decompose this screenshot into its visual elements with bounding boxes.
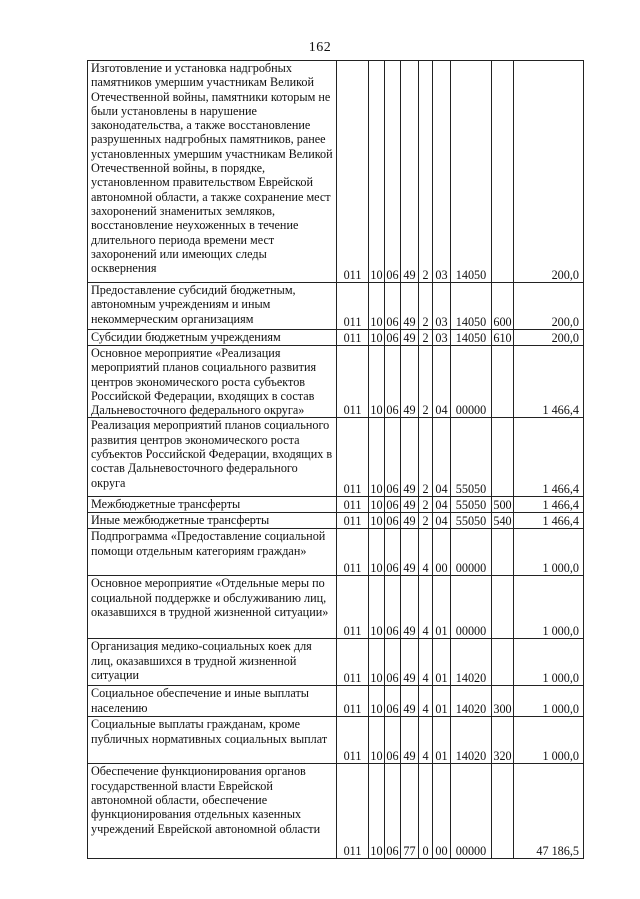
code-subprogram: 4 bbox=[419, 529, 433, 576]
code-activity: 04 bbox=[433, 346, 451, 418]
code-ministry: 011 bbox=[337, 61, 369, 283]
code-subprogram: 2 bbox=[419, 513, 433, 529]
code-direction: 14020 bbox=[451, 717, 492, 764]
code-direction: 14020 bbox=[451, 686, 492, 717]
code-subprogram: 2 bbox=[419, 418, 433, 497]
code-activity: 04 bbox=[433, 513, 451, 529]
code-expense-type: 540 bbox=[493, 514, 512, 529]
code-activity: 00 bbox=[433, 529, 451, 576]
code-section: 10 bbox=[369, 61, 385, 283]
code-direction: 00000 bbox=[451, 576, 492, 639]
table-row bbox=[88, 283, 584, 330]
table-row bbox=[88, 346, 584, 418]
code-subsection: 06 bbox=[385, 686, 401, 717]
code-subprogram: 2 bbox=[419, 497, 433, 513]
table-row bbox=[88, 61, 584, 283]
code-program: 49 bbox=[401, 418, 419, 497]
code-ministry: 011 bbox=[337, 330, 369, 346]
row-name: Организация медико-социальных коек для лиц, оказавшихся в трудной жизненной ситуации bbox=[88, 639, 337, 686]
amount: 1 466,4 bbox=[514, 346, 584, 418]
code-program: 49 bbox=[401, 61, 419, 283]
code-expense-type bbox=[492, 639, 514, 686]
amount: 1 466,4 bbox=[514, 513, 584, 529]
row-name: Социальные выплаты гражданам, кроме публичных нормативных социальных выплат bbox=[88, 717, 337, 764]
amount: 1 000,0 bbox=[514, 576, 584, 639]
code-ministry: 011 bbox=[337, 513, 369, 529]
code-section: 10 bbox=[369, 346, 385, 418]
budget-table-body bbox=[88, 61, 584, 859]
code-activity: 03 bbox=[433, 330, 451, 346]
code-activity: 01 bbox=[433, 686, 451, 717]
code-section: 10 bbox=[369, 418, 385, 497]
code-direction: 00000 bbox=[451, 764, 492, 859]
code-subsection: 06 bbox=[385, 717, 401, 764]
code-section: 10 bbox=[369, 576, 385, 639]
code-ministry: 011 bbox=[337, 686, 369, 717]
code-program: 49 bbox=[401, 513, 419, 529]
code-subprogram: 2 bbox=[419, 346, 433, 418]
code-subsection: 06 bbox=[386, 330, 399, 345]
code-subsection: 06 bbox=[385, 346, 401, 418]
code-subsection: 06 bbox=[385, 283, 401, 330]
amount: 1 000,0 bbox=[514, 686, 584, 717]
code-direction: 55050 bbox=[451, 418, 492, 497]
code-expense-type bbox=[492, 61, 514, 283]
table-row bbox=[88, 639, 584, 686]
code-program: 49 bbox=[401, 576, 419, 639]
code-section: 10 bbox=[370, 514, 383, 529]
code-subsection: 06 bbox=[385, 61, 401, 283]
amount: 1 000,0 bbox=[514, 639, 584, 686]
code-activity: 03 bbox=[433, 61, 451, 283]
code-subprogram: 4 bbox=[419, 686, 433, 717]
row-name: Подпрограмма «Предоставление социальной помощи отдельным категориям граждан» bbox=[88, 529, 337, 576]
code-expense-type: 610 bbox=[493, 330, 512, 345]
code-expense-type: 500 bbox=[493, 498, 512, 513]
code-ministry: 011 bbox=[337, 283, 369, 330]
code-activity: 01 bbox=[433, 639, 451, 686]
code-expense-type bbox=[492, 418, 514, 497]
code-program: 49 bbox=[401, 686, 419, 717]
amount: 1 000,0 bbox=[514, 717, 584, 764]
code-expense-type: 320 bbox=[492, 717, 514, 764]
code-direction: 00000 bbox=[451, 529, 492, 576]
table-row bbox=[88, 418, 584, 497]
table-row bbox=[88, 764, 584, 859]
code-subprogram: 4 bbox=[419, 639, 433, 686]
row-name: Предоставление субсидий бюджетным, автономным учреждениям и иным некоммерческим организациям bbox=[88, 283, 337, 330]
code-subsection: 06 bbox=[385, 529, 401, 576]
row-name: Обеспечение функционирования органов государственной власти Еврейской автономной области, обеспечение функционирования отдельных казенных учреждений Еврейской автономной области bbox=[88, 764, 337, 859]
code-activity: 00 bbox=[433, 764, 451, 859]
code-subprogram: 4 bbox=[419, 717, 433, 764]
code-activity: 01 bbox=[433, 576, 451, 639]
code-section: 10 bbox=[370, 330, 383, 345]
amount: 1 466,4 bbox=[514, 418, 584, 497]
page-number: 162 bbox=[308, 40, 332, 55]
amount: 1 466,4 bbox=[514, 497, 584, 513]
row-name: Межбюджетные трансферты bbox=[88, 497, 337, 513]
code-program: 49 bbox=[401, 529, 419, 576]
code-ministry: 011 bbox=[337, 418, 369, 497]
code-program: 49 bbox=[401, 283, 419, 330]
code-subprogram: 2 bbox=[419, 283, 433, 330]
code-expense-type: 600 bbox=[492, 283, 514, 330]
code-program: 49 bbox=[401, 346, 419, 418]
code-section: 10 bbox=[370, 498, 383, 513]
code-expense-type bbox=[492, 764, 514, 859]
budget-table bbox=[87, 60, 584, 859]
table-row bbox=[88, 686, 584, 717]
code-subsection: 06 bbox=[385, 639, 401, 686]
code-ministry: 011 bbox=[337, 576, 369, 639]
row-name: Изготовление и установка надгробных памятников умершим участникам Великой Отечественной войны, памятники которым не были установлены в нарушение законодательства, а также восстановление разрушенных надгробных памятников, ранее установленных умершим участникам Великой Отечественной войны, в порядке, установленном правительством Еврейской автономной области, а также сохранение мест захоронений знаменитых земляков, восстановление неухоженных в течение длительного периода времени мест захоронений или имеющих следы осквернения bbox=[88, 61, 337, 283]
row-name: Основное мероприятие «Отдельные меры по социальной поддержке и обслуживанию лиц, оказавшихся в трудной жизненной ситуации» bbox=[88, 576, 337, 639]
code-activity: 01 bbox=[433, 717, 451, 764]
row-name: Реализация мероприятий планов социального развития центров экономического роста субъектов Российской Федерации, входящих в состав Дальневосточного федерального округа bbox=[88, 418, 337, 497]
code-program: 77 bbox=[401, 764, 419, 859]
code-subsection: 06 bbox=[385, 576, 401, 639]
code-expense-type: 300 bbox=[492, 686, 514, 717]
table-row bbox=[88, 513, 584, 529]
code-program: 49 bbox=[401, 717, 419, 764]
code-section: 10 bbox=[369, 529, 385, 576]
code-ministry: 011 bbox=[337, 346, 369, 418]
table-row bbox=[88, 576, 584, 639]
code-expense-type bbox=[492, 576, 514, 639]
code-program: 49 bbox=[401, 639, 419, 686]
table-row bbox=[88, 497, 584, 513]
amount: 200,0 bbox=[514, 330, 584, 346]
row-name: Иные межбюджетные трансферты bbox=[88, 513, 337, 529]
row-name: Основное мероприятие «Реализация мероприятий планов социального развития центров экономического роста субъектов Российской Федерации, входящих в состав Дальневосточного федерального округа» bbox=[88, 346, 337, 418]
code-direction: 55050 bbox=[451, 497, 492, 513]
code-subprogram: 2 bbox=[419, 330, 433, 346]
code-direction: 14020 bbox=[451, 639, 492, 686]
code-activity: 04 bbox=[433, 418, 451, 497]
amount: 200,0 bbox=[514, 61, 584, 283]
code-section: 10 bbox=[369, 283, 385, 330]
table-row bbox=[88, 529, 584, 576]
code-direction: 14050 bbox=[451, 330, 492, 346]
code-ministry: 011 bbox=[337, 639, 369, 686]
code-expense-type bbox=[492, 529, 514, 576]
amount: 1 000,0 bbox=[514, 529, 584, 576]
code-direction: 00000 bbox=[451, 346, 492, 418]
code-program: 49 bbox=[401, 497, 419, 513]
code-subprogram: 4 bbox=[419, 576, 433, 639]
code-direction: 55050 bbox=[451, 513, 492, 529]
code-ministry: 011 bbox=[337, 717, 369, 764]
code-subsection: 06 bbox=[385, 418, 401, 497]
code-subsection: 06 bbox=[386, 514, 399, 529]
table-row bbox=[88, 330, 584, 346]
code-subprogram: 0 bbox=[419, 764, 433, 859]
code-program: 49 bbox=[401, 330, 419, 346]
row-name: Социальное обеспечение и иные выплаты населению bbox=[88, 686, 337, 717]
amount: 47 186,5 bbox=[514, 764, 584, 859]
code-subsection: 06 bbox=[385, 764, 401, 859]
code-section: 10 bbox=[369, 717, 385, 764]
code-ministry: 011 bbox=[337, 497, 369, 513]
code-direction: 14050 bbox=[451, 61, 492, 283]
code-subsection: 06 bbox=[386, 498, 399, 513]
table-row bbox=[88, 717, 584, 764]
code-section: 10 bbox=[369, 764, 385, 859]
code-section: 10 bbox=[369, 639, 385, 686]
code-activity: 04 bbox=[433, 497, 451, 513]
amount: 200,0 bbox=[514, 283, 584, 330]
row-name: Субсидии бюджетным учреждениям bbox=[88, 330, 337, 346]
code-ministry: 011 bbox=[337, 529, 369, 576]
code-section: 10 bbox=[369, 686, 385, 717]
code-subprogram: 2 bbox=[419, 61, 433, 283]
code-expense-type bbox=[492, 346, 514, 418]
code-activity: 03 bbox=[433, 283, 451, 330]
code-direction: 14050 bbox=[451, 283, 492, 330]
code-ministry: 011 bbox=[337, 764, 369, 859]
